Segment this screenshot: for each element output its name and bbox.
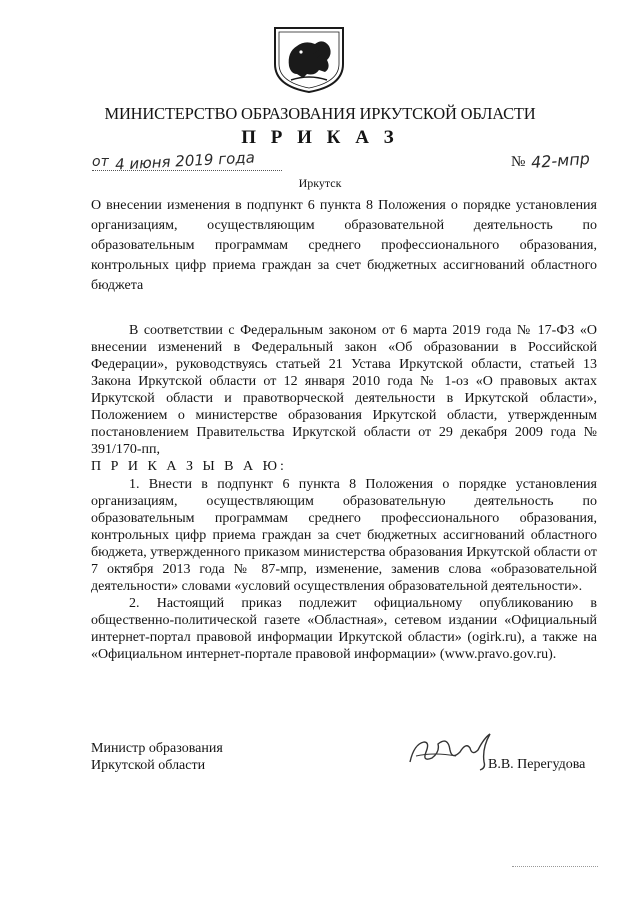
position-line-1: Министр образования (91, 741, 223, 756)
ministry-title: МИНИСТЕРСТВО ОБРАЗОВАНИЯ ИРКУТСКОЙ ОБЛАСТИ (104, 104, 536, 123)
date-prefix: от (92, 154, 109, 170)
order-subject: О внесении изменения в подпункт 6 пункта 8 Положения о порядке установления организациям, осуществляющим образовательной деятельность по образовательным программам среднего профессионального образования, контрольных цифр приема граждан за счет бюджетных ассигнований областного бюджета (91, 198, 597, 293)
city-label: Иркутск (298, 176, 342, 190)
coat-of-arms-icon (271, 24, 347, 94)
document-type-title: П Р И К А З (241, 127, 399, 148)
position-line-2: Иркутской области (91, 758, 206, 773)
order-directive-word: П Р И К А З Ы В А Ю: (91, 459, 287, 474)
footer-divider (512, 866, 598, 867)
signatory-position (91, 740, 223, 774)
order-body (91, 322, 597, 663)
signatory-name: В.В. Перегудова (488, 757, 586, 772)
number-handwritten: 42-мпр (530, 148, 591, 173)
number-sign: № (511, 154, 526, 170)
order-item-1: 1. Внести в подпункт 6 пункта 8 Положения о порядке установления организациям, осуществляющим образовательную деятельность по образовательным программам среднего профессионального образования, контрольных цифр приема граждан за счет бюджетных ассигнований областного бюджета, утвержденного приказом министерства образования Иркутской области от 7 октября 2013 года № 87-мпр, изменение, заменив слова «образовательной деятельности» словами «условий осуществления образовательной деятельности». (91, 477, 597, 594)
order-item-2: 2. Настоящий приказ подлежит официальному опубликованию в общественно-политической газете «Областная», сетевом издании «Официальный интернет-портал правовой информации Иркутской области» (ogirk.ru), а также на «Официальном интернет-портале правовой информации» (www.pravo.gov.ru). (91, 596, 597, 662)
handwritten-signature-icon (404, 722, 500, 774)
order-number (511, 148, 605, 173)
date-handwritten: 4 июня 2019 года (114, 148, 255, 174)
preamble-paragraph: В соответствии с Федеральным законом от 6 марта 2019 года № 17-ФЗ «О внесении изменений в Федеральный закон «Об образовании в Российской Федерации», руководствуясь статьей 21 Устава Иркутской области, статьей 13 Закона Иркутской области от 12 января 2010 года № 1-оз «О правовых актах Иркутской области и правотворческой деятельности в Иркутской области», Положением о министерстве образования Иркутской области, утвержденным постановлением Правительства Иркутской области от 29 декабря 2009 года № 391/170-пп, (91, 323, 597, 457)
order-date (92, 148, 282, 174)
